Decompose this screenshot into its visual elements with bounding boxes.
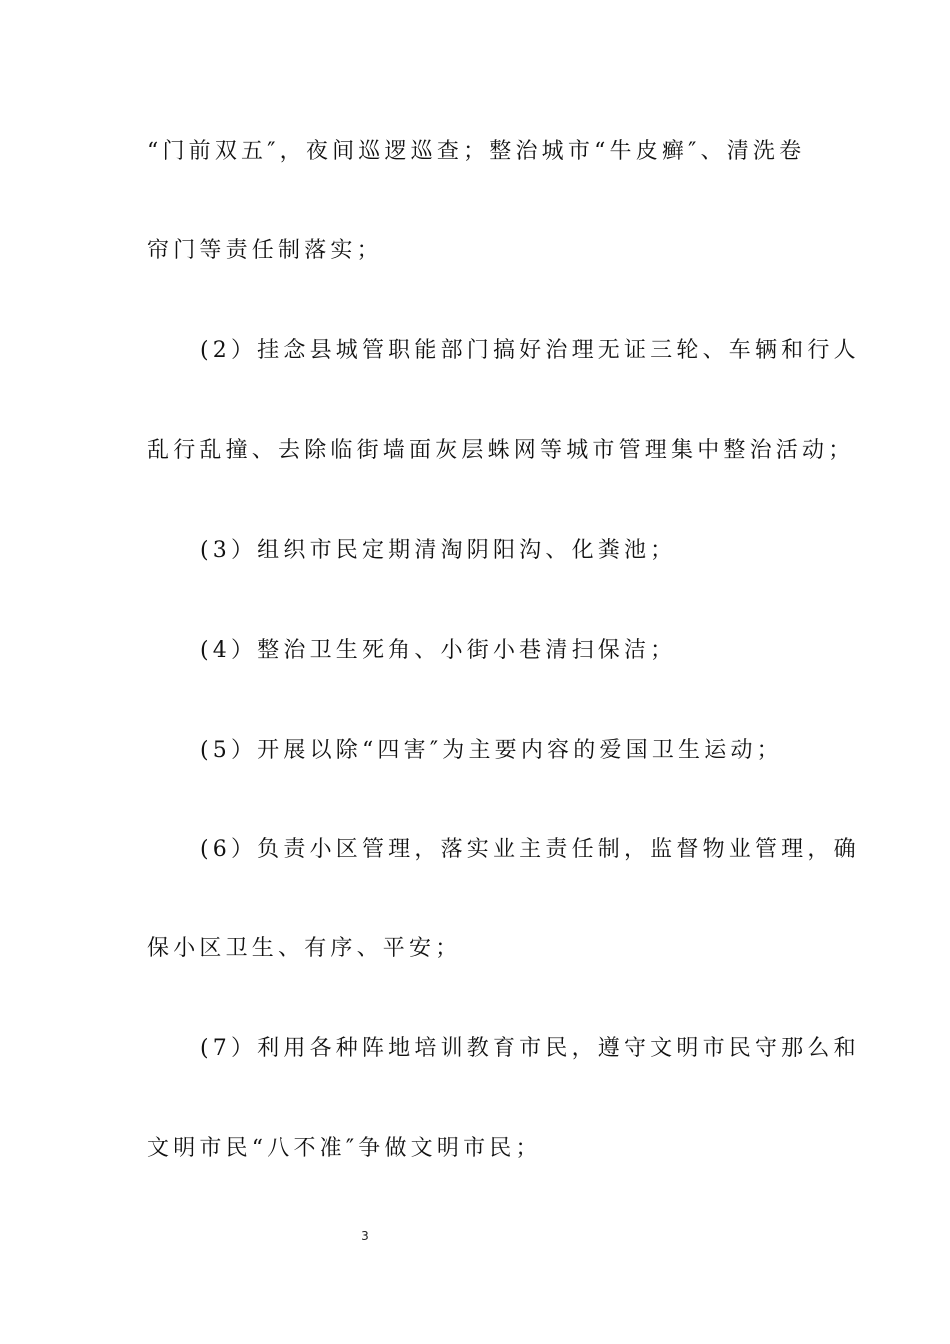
page-number: 3 (361, 1229, 369, 1243)
list-item-6-line-2: 保小区卫生、有序、平安； (147, 936, 462, 961)
list-item-7-line-2: 文明市民“八不准″争做文明市民； (147, 1136, 542, 1161)
list-item-7-line-1: (7）利用各种阵地培训教育市民，遵守文明市民守那么和 (200, 1036, 860, 1061)
list-item-2-line-2: 乱行乱撞、去除临街墙面灰层蛛网等城市管理集中整治活动； (147, 438, 855, 463)
list-item-5: (5）开展以除“四害″为主要内容的爱国卫生运动； (200, 738, 783, 763)
paragraph-line: 帘门等责任制落实； (147, 238, 383, 263)
paragraph-line: “门前双五″，夜间巡逻巡查；整治城市“牛皮癣″、清洗卷 (147, 139, 806, 164)
list-item-6-line-1: (6）负责小区管理，落实业主责任制，监督物业管理，确 (200, 837, 860, 862)
list-item-4: (4）整治卫生死角、小街小巷清扫保洁； (200, 638, 677, 663)
list-item-2-line-1: (2）挂念县城管职能部门搞好治理无证三轮、车辆和行人 (200, 338, 860, 363)
list-item-3: (3）组织市民定期清淘阴阳沟、化粪池； (200, 538, 677, 563)
